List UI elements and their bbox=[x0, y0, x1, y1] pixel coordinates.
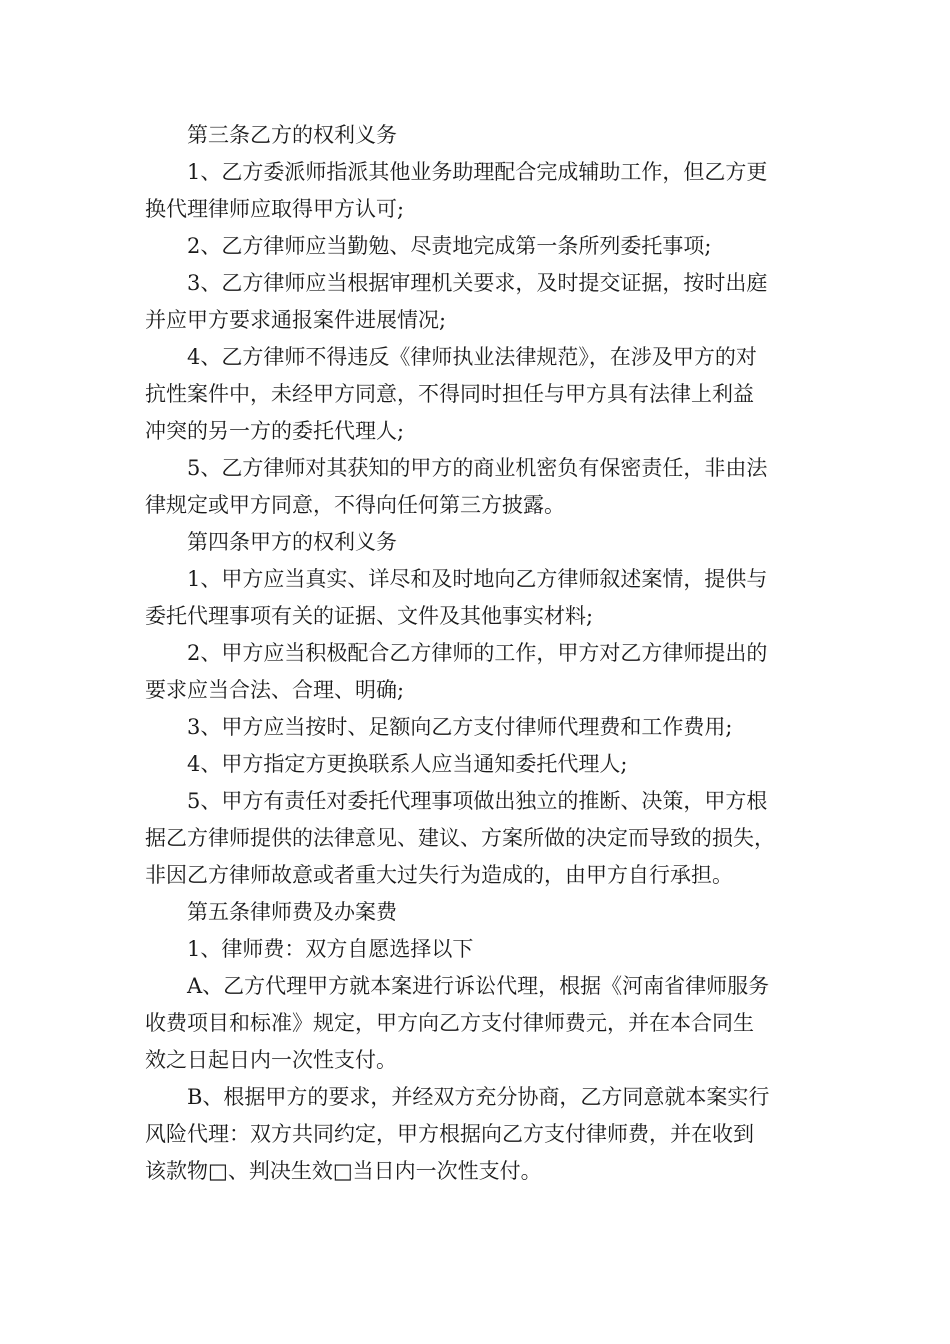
text-line: 冲突的另一方的委托代理人; bbox=[145, 419, 405, 443]
text-line: 据乙方律师提供的法律意见、建议、方案所做的决定而导致的损失， bbox=[145, 826, 775, 850]
text-line: 收费项目和标准》规定，甲方向乙方支付律师费元，并在本合同生 bbox=[145, 1011, 754, 1035]
text-line: 换代理律师应取得甲方认可; bbox=[145, 197, 405, 221]
text-line: 2、甲方应当积极配合乙方律师的工作，甲方对乙方律师提出的 bbox=[187, 641, 768, 665]
clause-paragraph bbox=[145, 450, 825, 524]
text-line: 1、甲方应当真实、详尽和及时地向乙方律师叙述案情，提供与 bbox=[187, 567, 768, 591]
clause-paragraph bbox=[145, 635, 825, 709]
text-line: B、根据甲方的要求，并经双方充分协商，乙方同意就本案实行 bbox=[187, 1085, 770, 1109]
section-heading bbox=[145, 524, 825, 561]
clause-paragraph bbox=[145, 1079, 825, 1190]
text-line: A、乙方代理甲方就本案进行诉讼代理，根据《河南省律师服务 bbox=[187, 974, 770, 998]
clause-paragraph bbox=[145, 931, 825, 968]
text-line: 第三条乙方的权利义务 bbox=[187, 123, 397, 147]
clause-paragraph bbox=[145, 968, 825, 1079]
text-line: 1、律师费：双方自愿选择以下 bbox=[187, 937, 474, 961]
text-line: 该款物□、判决生效□当日内一次性支付。 bbox=[145, 1159, 542, 1183]
text-line: 效之日起日内一次性支付。 bbox=[145, 1048, 397, 1072]
section-heading bbox=[145, 894, 825, 931]
clause-paragraph bbox=[145, 339, 825, 450]
text-line: 第五条律师费及办案费 bbox=[187, 900, 397, 924]
clause-paragraph bbox=[145, 265, 825, 339]
text-line: 风险代理：双方共同约定，甲方根据向乙方支付律师费，并在收到 bbox=[145, 1122, 754, 1146]
text-line: 5、乙方律师对其获知的甲方的商业机密负有保密责任，非由法 bbox=[187, 456, 768, 480]
clause-paragraph bbox=[145, 746, 825, 783]
text-line: 第四条甲方的权利义务 bbox=[187, 530, 397, 554]
text-line: 抗性案件中，未经甲方同意，不得同时担任与甲方具有法律上利益 bbox=[145, 382, 754, 406]
text-line: 1、乙方委派师指派其他业务助理配合完成辅助工作，但乙方更 bbox=[187, 160, 768, 184]
text-line: 律规定或甲方同意，不得向任何第三方披露。 bbox=[145, 493, 565, 517]
text-line: 3、乙方律师应当根据审理机关要求，及时提交证据，按时出庭 bbox=[187, 271, 768, 295]
text-line: 3、甲方应当按时、足额向乙方支付律师代理费和工作费用; bbox=[187, 715, 733, 739]
clause-paragraph bbox=[145, 228, 825, 265]
text-line: 非因乙方律师故意或者重大过失行为造成的，由甲方自行承担。 bbox=[145, 863, 733, 887]
text-line: 要求应当合法、合理、明确; bbox=[145, 678, 405, 702]
text-line: 4、甲方指定方更换联系人应当通知委托代理人; bbox=[187, 752, 628, 776]
text-line: 5、甲方有责任对委托代理事项做出独立的推断、决策，甲方根 bbox=[187, 789, 768, 813]
section-heading bbox=[145, 117, 825, 154]
clause-paragraph bbox=[145, 709, 825, 746]
text-line: 4、乙方律师不得违反《律师执业法律规范》，在涉及甲方的对 bbox=[187, 345, 757, 369]
text-line: 2、乙方律师应当勤勉、尽责地完成第一条所列委托事项; bbox=[187, 234, 712, 258]
document-body bbox=[145, 117, 825, 1190]
clause-paragraph bbox=[145, 561, 825, 635]
text-line: 并应甲方要求通报案件进展情况; bbox=[145, 308, 447, 332]
clause-paragraph bbox=[145, 783, 825, 894]
clause-paragraph bbox=[145, 154, 825, 228]
text-line: 委托代理事项有关的证据、文件及其他事实材料; bbox=[145, 604, 594, 628]
